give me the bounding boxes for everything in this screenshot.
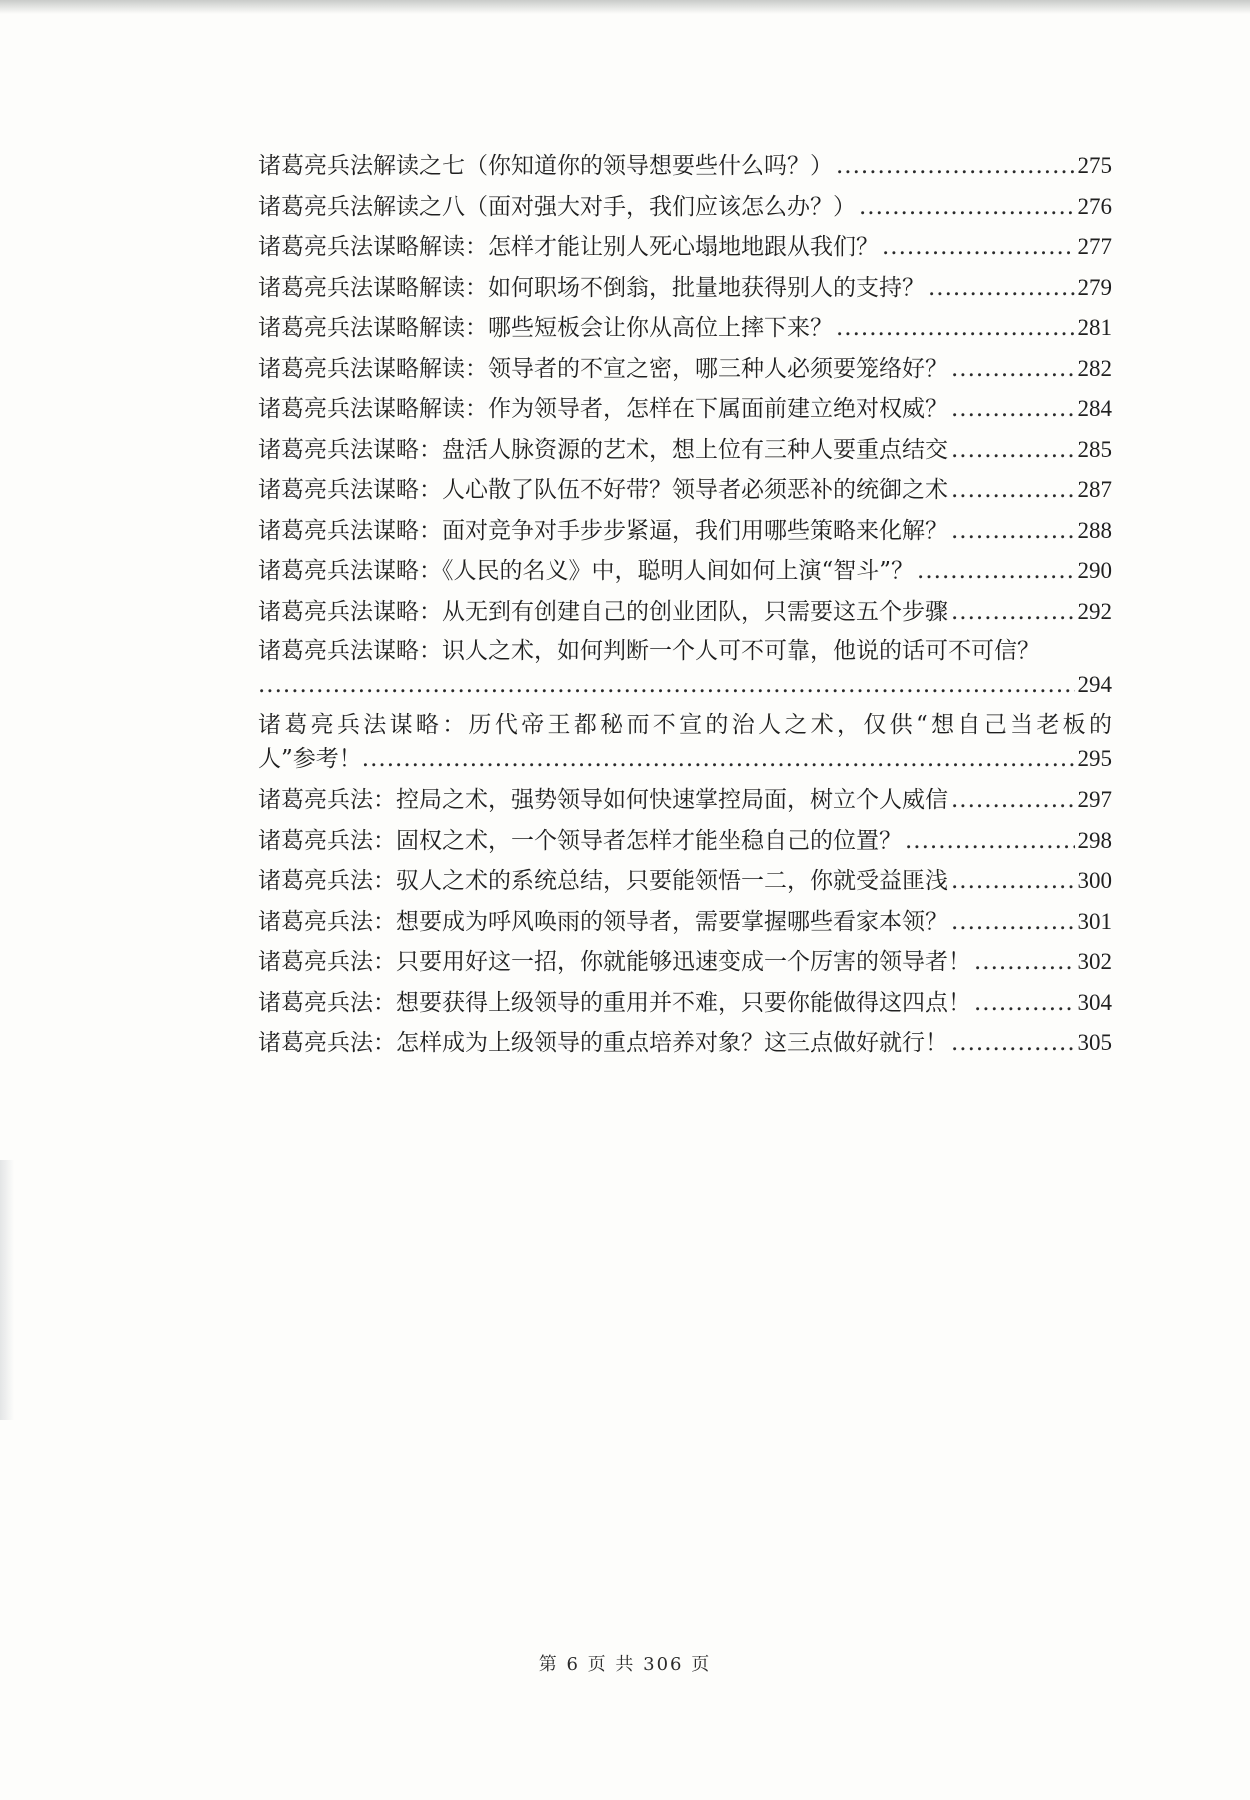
toc-entry-title: 诸葛亮兵法谋略：面对竞争对手步步紧逼，我们用哪些策略来化解？: [258, 517, 948, 544]
dot-leader: [836, 147, 1075, 187]
toc-entry[interactable]: [258, 268, 1112, 309]
toc-entry-page: 279: [1077, 274, 1112, 300]
toc-entry-title: 诸葛亮兵法谋略：从无到有创建自己的创业团队，只需要这五个步骤: [258, 598, 948, 625]
toc-entry-page: 305: [1077, 1030, 1112, 1055]
toc-entry[interactable]: [258, 349, 1112, 390]
toc-entry-title: 诸葛亮兵法谋略解读：哪些短板会让你从高位上摔下来？: [258, 315, 833, 341]
toc-entry-continuation: [258, 742, 1112, 776]
page-number-footer: 第 6 页 共 306 页: [538, 1654, 712, 1675]
toc-entry-page: 285: [1077, 436, 1112, 462]
dot-leader: [951, 512, 1075, 552]
toc-entry-page: 304: [1077, 989, 1112, 1015]
dot-leader: [258, 668, 1075, 702]
toc-entry-page: 282: [1077, 355, 1112, 381]
toc-entry-title: 诸葛亮兵法：控局之术，强势领导如何快速掌控局面，树立个人威信: [258, 787, 948, 813]
toc-entry[interactable]: [258, 470, 1112, 511]
toc-entry-page: 277: [1077, 234, 1112, 259]
toc-entry[interactable]: [258, 902, 1112, 943]
scan-edge-shadow-left: [0, 1160, 14, 1420]
toc-entry[interactable]: [258, 1023, 1112, 1064]
toc-entry-page: 295: [1077, 746, 1112, 771]
dot-leader: [951, 593, 1075, 633]
toc-entry-title: 诸葛亮兵法：驭人之术的系统总结，只要能领悟一二，你就受益匪浅: [258, 868, 948, 894]
toc-entry-page: 298: [1077, 827, 1112, 853]
toc-entry[interactable]: [258, 780, 1112, 821]
dot-leader: [362, 742, 1075, 776]
dot-leader: [951, 431, 1075, 471]
toc-entry-title: 诸葛亮兵法谋略解读：如何职场不倒翁，批量地获得别人的支持？: [258, 274, 925, 301]
table-of-contents: [258, 146, 1112, 1064]
toc-entry-page: 288: [1077, 517, 1112, 543]
toc-entry-page: 281: [1077, 315, 1112, 340]
toc-entry[interactable]: [258, 511, 1112, 552]
dot-leader: [951, 390, 1075, 430]
toc-entry-title: 诸葛亮兵法谋略解读：怎样才能让别人死心塌地地跟从我们？: [258, 234, 879, 260]
toc-entry[interactable]: [258, 308, 1112, 349]
toc-entry-title: 诸葛亮兵法谋略：《人民的名义》中，聪明人间如何上演“智斗”？: [258, 558, 915, 584]
toc-entry-page: 292: [1077, 598, 1112, 624]
toc-entry-title: 诸葛亮兵法谋略：历代帝王都秘而不宣的治人之术，仅供“想自己当老板的: [258, 712, 1112, 738]
dot-leader: [951, 903, 1075, 943]
toc-entry-title: 诸葛亮兵法：固权之术，一个领导者怎样才能坐稳自己的位置？: [258, 827, 902, 854]
toc-entry-title: 诸葛亮兵法解读之八（面对强大对手，我们应该怎么办？）: [258, 193, 856, 220]
dot-leader: [836, 309, 1075, 349]
toc-entry[interactable]: [258, 861, 1112, 902]
toc-entry[interactable]: [258, 389, 1112, 430]
dot-leader: [951, 1024, 1075, 1064]
toc-entry[interactable]: [258, 227, 1112, 268]
scan-edge-shadow: [0, 0, 1250, 14]
toc-entry[interactable]: [258, 430, 1112, 471]
toc-entry[interactable]: [258, 551, 1112, 592]
toc-entry-title: 诸葛亮兵法谋略解读：领导者的不宣之密，哪三种人必须要笼络好？: [258, 355, 948, 382]
dot-leader: [951, 350, 1075, 390]
toc-entry[interactable]: [258, 983, 1112, 1024]
toc-entry-page: 276: [1077, 193, 1112, 219]
toc-entry[interactable]: [258, 821, 1112, 862]
toc-entry-title: 诸葛亮兵法：怎样成为上级领导的重点培养对象？这三点做好就行！: [258, 1030, 948, 1056]
toc-entry-title: 诸葛亮兵法谋略：人心散了队伍不好带？领导者必须恶补的统御之术: [258, 477, 948, 503]
toc-entry-page: 297: [1077, 787, 1112, 812]
toc-entry-title-continued: 人”参考！: [258, 746, 362, 772]
toc-entry[interactable]: [258, 187, 1112, 228]
dot-leader: [882, 228, 1075, 268]
toc-entry-page: 290: [1077, 558, 1112, 583]
toc-entry-title: 诸葛亮兵法：想要获得上级领导的重用并不难，只要你能做得这四点！: [258, 989, 971, 1016]
toc-entry-title: 诸葛亮兵法解读之七（你知道你的领导想要些什么吗？）: [258, 153, 833, 179]
toc-entry-wrapped[interactable]: [258, 634, 1112, 702]
dot-leader: [974, 984, 1075, 1024]
toc-entry-title: 诸葛亮兵法谋略：盘活人脉资源的艺术，想上位有三种人要重点结交: [258, 436, 948, 463]
toc-entry[interactable]: [258, 592, 1112, 633]
toc-entry-page: 302: [1077, 949, 1112, 974]
toc-entry-title: 诸葛亮兵法谋略：识人之术，如何判断一个人可不可靠，他说的话可不可信？: [258, 638, 1040, 664]
toc-entry-title: 诸葛亮兵法谋略解读：作为领导者，怎样在下属面前建立绝对权威？: [258, 396, 948, 422]
toc-entry-page: 275: [1077, 153, 1112, 178]
toc-entry-title: 诸葛亮兵法：想要成为呼风唤雨的领导者，需要掌握哪些看家本领？: [258, 908, 948, 935]
dot-leader: [974, 943, 1075, 983]
toc-entry-page: 301: [1077, 908, 1112, 934]
toc-entry-page: 284: [1077, 396, 1112, 421]
toc-entry-page: 300: [1077, 868, 1112, 893]
toc-entry-page: 287: [1077, 477, 1112, 502]
dot-leader: [859, 188, 1075, 228]
toc-entry[interactable]: [258, 146, 1112, 187]
dot-leader: [905, 822, 1075, 862]
dot-leader: [917, 552, 1074, 592]
toc-entry-continuation: [258, 668, 1112, 702]
toc-entry-wrapped[interactable]: [258, 708, 1112, 776]
dot-leader: [951, 862, 1075, 902]
toc-entry-page: 294: [1077, 672, 1112, 697]
toc-entry-title: 诸葛亮兵法：只要用好这一招，你就能够迅速变成一个厉害的领导者！: [258, 949, 971, 975]
toc-entry[interactable]: [258, 942, 1112, 983]
dot-leader: [928, 269, 1075, 309]
dot-leader: [951, 781, 1075, 821]
dot-leader: [951, 471, 1075, 511]
